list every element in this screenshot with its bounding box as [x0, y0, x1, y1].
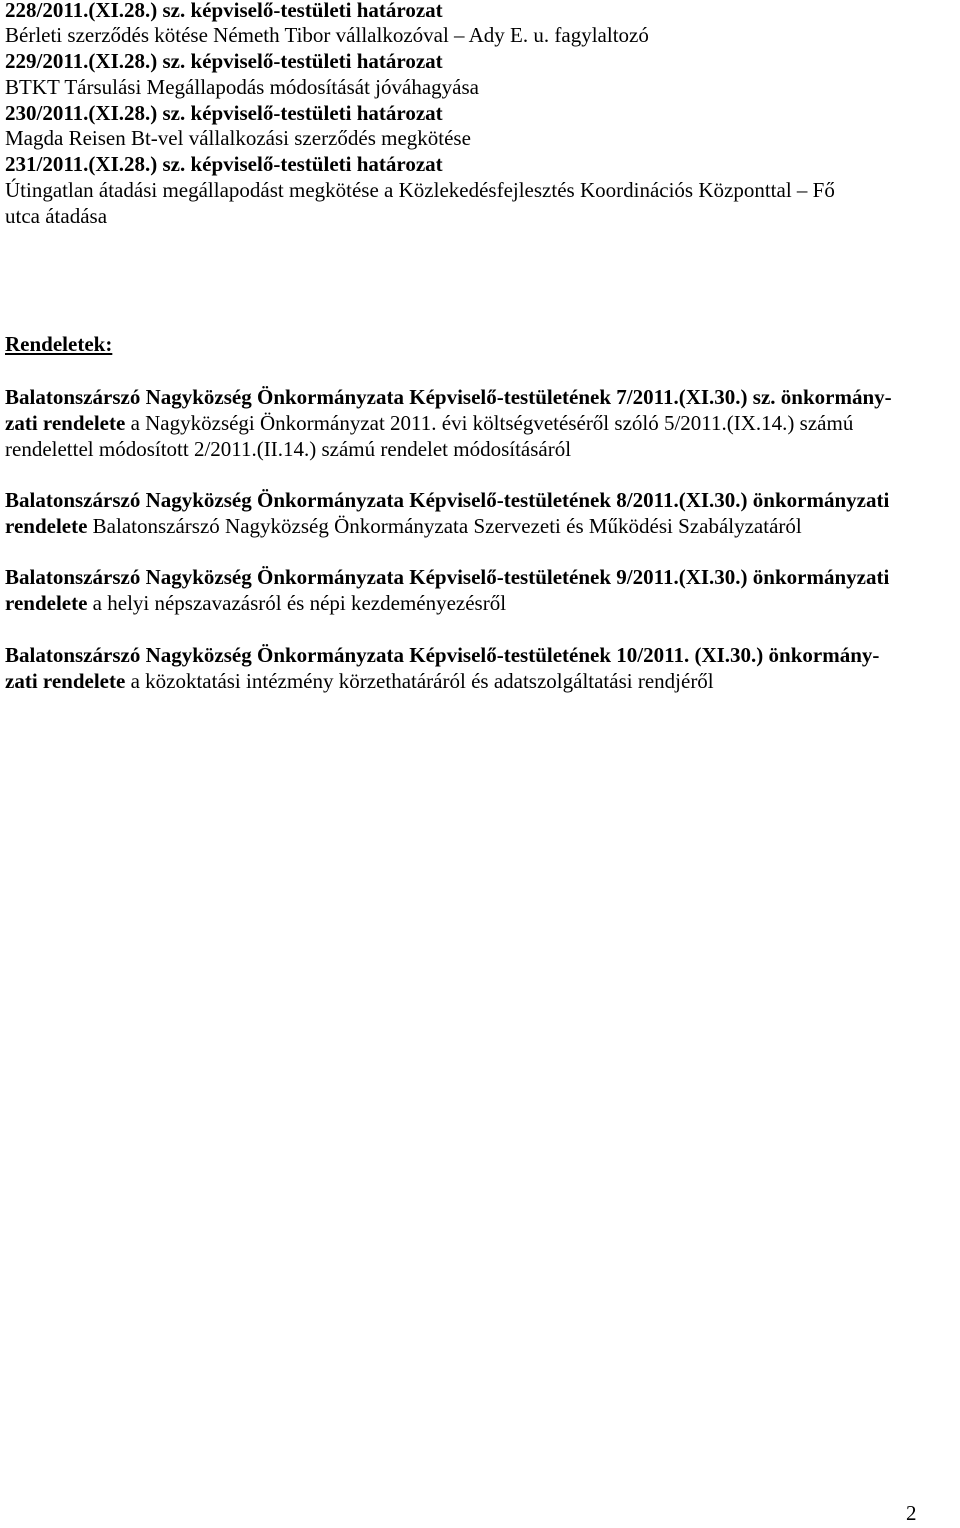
- regulation-10-line2-bold: zati rendelete: [5, 669, 126, 693]
- regulation-9-line2-bold: rendelete: [5, 591, 88, 615]
- resolution-230-heading: 230/2011.(XI.28.) sz. képviselő-testületi határozat: [5, 101, 443, 125]
- regulation-7-line2-bold: zati rendelete: [5, 411, 126, 435]
- regulation-9-line1: Balatonszárszó Nagyközség Önkormányzata Képviselő-testületének 9/2011.(XI.30.) önkormányzati: [5, 565, 890, 589]
- resolution-228-text: Bérleti szerződés kötése Németh Tibor vállalkozóval – Ady E. u. fagylaltozó: [5, 23, 649, 47]
- resolution-229-heading: 229/2011.(XI.28.) sz. képviselő-testületi határozat: [5, 49, 443, 73]
- regulation-8-line2-rest: Balatonszárszó Nagyközség Önkormányzata Szervezeti és Működési Szabályzatáról: [87, 514, 802, 538]
- regulation-8-line2-bold: rendelete: [5, 514, 88, 538]
- resolution-229-text: BTKT Társulási Megállapodás módosítását jóváhagyása: [5, 75, 479, 99]
- resolution-231-text-line1: Útingatlan átadási megállapodást megkötése a Közlekedésfejlesztés Koordinációs Központtal – Fő: [5, 178, 835, 202]
- resolution-231-heading: 231/2011.(XI.28.) sz. képviselő-testületi határozat: [5, 152, 443, 176]
- regulation-7-line2-rest: a Nagyközségi Önkormányzat 2011. évi költségvetéséről szóló 5/2011.(IX.14.) számú: [125, 411, 854, 435]
- regulation-7-line1: Balatonszárszó Nagyközség Önkormányzata Képviselő-testületének 7/2011.(XI.30.) sz. önkormány-: [5, 385, 892, 409]
- resolution-231-text-line2: utca átadása: [5, 204, 108, 228]
- page-number: 2: [906, 1501, 917, 1525]
- regulation-8-line2: [5, 513, 802, 539]
- resolution-230-text: Magda Reisen Bt-vel vállalkozási szerződés megkötése: [5, 126, 471, 150]
- regulation-9-line2-rest: a helyi népszavazásról és népi kezdeményezésről: [87, 591, 507, 615]
- regulation-7-line3: rendelettel módosított 2/2011.(II.14.) számú rendelet módosításáról: [5, 437, 572, 461]
- regulation-7-line2: [5, 410, 853, 436]
- regulation-10-line1: Balatonszárszó Nagyközség Önkormányzata Képviselő-testületének 10/2011. (XI.30.) önkormány-: [5, 643, 880, 667]
- regulation-8-line1: Balatonszárszó Nagyközség Önkormányzata Képviselő-testületének 8/2011.(XI.30.) önkormányzati: [5, 488, 890, 512]
- section-title-rendeletek: Rendeletek:: [5, 332, 113, 356]
- regulation-10-line2-rest: a közoktatási intézmény körzethatáráról és adatszolgáltatási rendjéről: [125, 669, 714, 693]
- resolution-228-heading: 228/2011.(XI.28.) sz. képviselő-testületi határozat: [5, 0, 443, 22]
- regulation-10-line2: [5, 668, 714, 694]
- regulation-9-line2: [5, 590, 506, 616]
